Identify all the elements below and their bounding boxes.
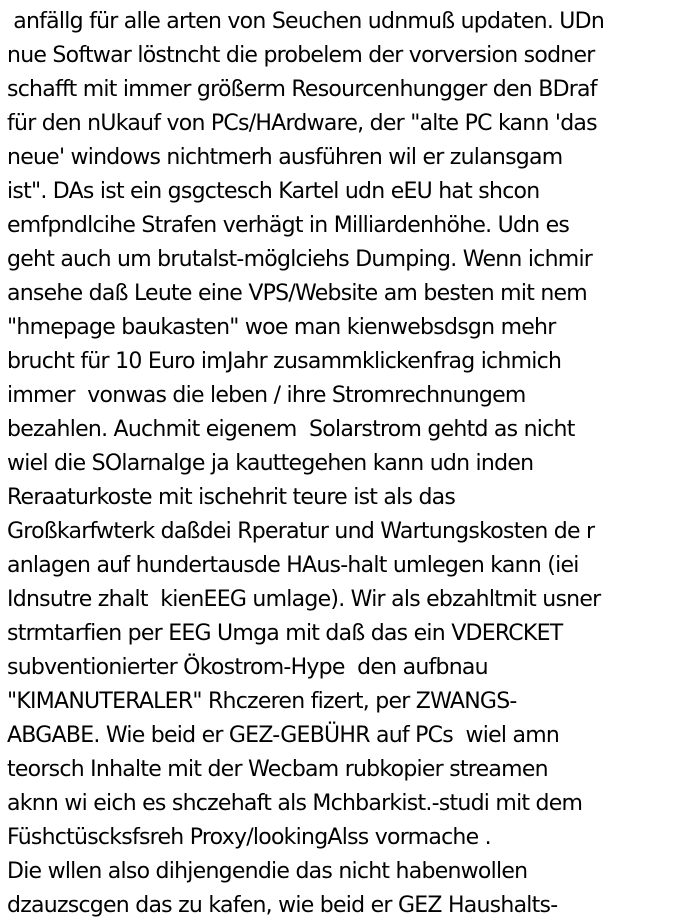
text-line-13: bezahlen. Auchmit eigenem Solarstrom gehtd as nicht [7,417,575,442]
text-line-24: aknn wi eich es shczehaft als Mchbarkist.-studi mit dem [7,791,583,816]
text-line-11: brucht für 10 Euro imJahr zusammklickenfrag ichmich [7,349,562,374]
text-line-16: Großkarfwterk daßdei Rperatur und Wartungskosten de r [7,519,595,544]
text-line-26: Die wllen also dihjengendie das nicht habenwollen [7,859,528,884]
text-line-3: schafft mit immer größerm Resourcenhungger den BDraf [7,77,597,102]
text-line-27: dzauzscgen das zu kafen, wie beid er GEZ Haushalts- [7,893,558,918]
text-line-10: "hmepage baukasten" woe man kienwebsdsgn mehr [7,315,556,340]
text-line-22: ABGABE. Wie beid er GEZ-GEBÜHR auf PCs wiel amn [7,723,560,748]
text-line-12: immer vonwas die leben / ihre Stromrechnungem [7,383,526,408]
text-line-7: emfpndlcihe Strafen verhägt in Milliardenhöhe. Udn es [7,213,570,238]
text-line-8: geht auch um brutalst-möglciehs Dumping. Wenn ichmir [7,247,593,272]
text-line-20: subventionierter Ökostrom-Hype den aufbnau [7,655,488,680]
text-line-19: strmtarfien per EEG Umga mit daß das ein VDERCKET [7,621,563,646]
text-line-1: anfällg für alle arten von Seuchen udnmuß updaten. UDn [7,9,605,34]
document-text [7,0,683,923]
text-line-6: ist". DAs ist ein gsgctesch Kartel udn eEU hat shcon [7,179,540,204]
text-line-25: Füshctüscksfsreh Proxy/lookingAlss vormache . [7,825,491,850]
text-line-18: Idnsutre zhalt kienEEG umlage). Wir als ebzahltmit usner [7,587,601,612]
text-line-15: Reraaturkoste mit ischehrit teure ist als das [7,485,456,510]
text-line-17: anlagen auf hundertausde HAus-halt umlegen kann (iei [7,553,579,578]
text-line-2: nue Softwar löstncht die probelem der vorversion sodner [7,43,595,68]
text-line-5: neue' windows nichtmerh ausführen wil er zulansgam [7,145,563,170]
text-line-23: teorsch Inhalte mit der Wecbam rubkopier streamen [7,757,548,782]
text-line-14: wiel die SOlarnalge ja kauttegehen kann udn inden [7,451,534,476]
text-line-21: "KIMANUTERALER" Rhczeren fizert, per ZWANGS- [7,689,517,714]
text-line-9: ansehe daß Leute eine VPS/Website am besten mit nem [7,281,587,306]
text-line-4: für den nUkauf von PCs/HArdware, der "alte PC kann 'das [7,111,597,136]
